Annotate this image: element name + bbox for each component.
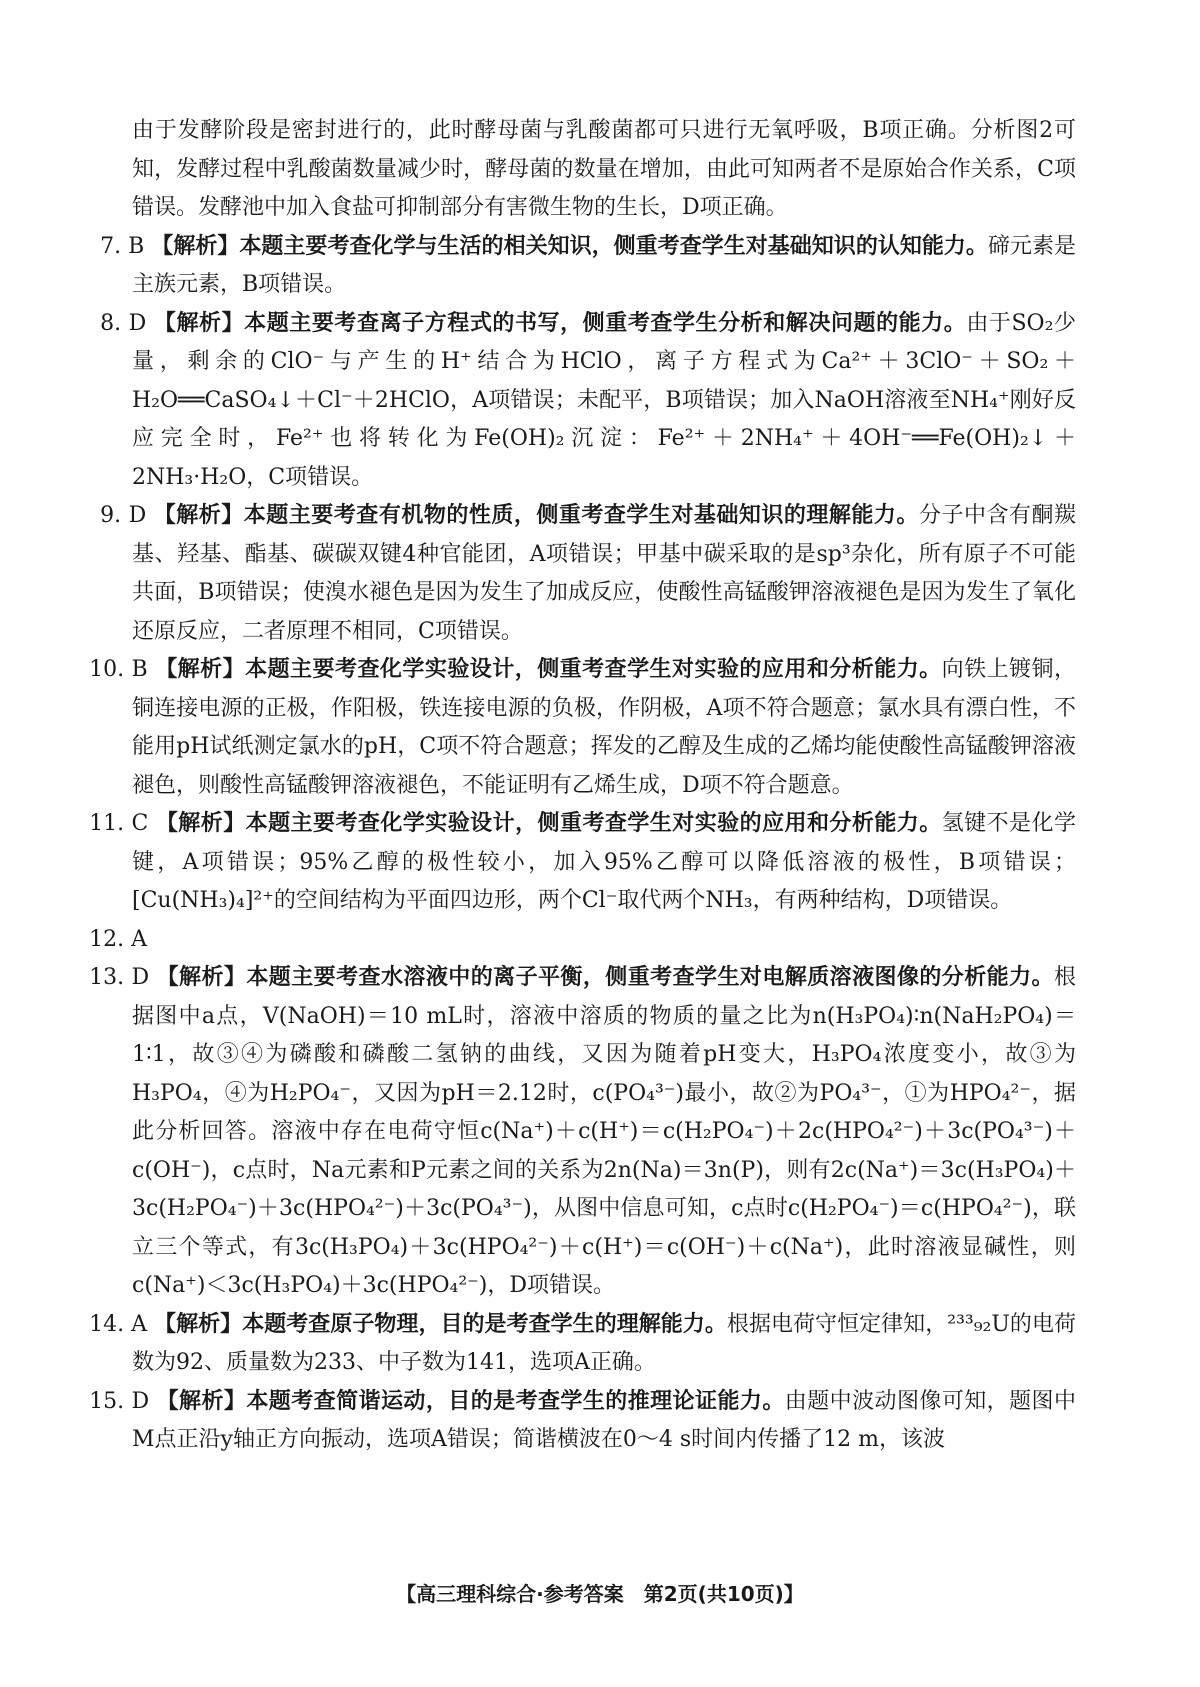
answer-number: 7. B (100, 233, 145, 259)
page-footer: 【高三理科综合·参考答案 第2页(共10页)】 (396, 1582, 804, 1606)
answer-item-7 (100, 228, 1076, 305)
analysis-tag: 【解析】 (154, 1311, 243, 1337)
analysis-lead: 本题主要考查化学实验设计，侧重考查学生对实验的应用和分析能力。 (245, 657, 942, 682)
answer-number: 8. D (100, 310, 147, 336)
analysis-lead: 本题主要考查水溶液中的离子平衡，侧重考查学生对电解质溶液图像的分析能力。 (246, 965, 1054, 990)
analysis-lead: 本题考查简谐运动，目的是考查学生的推理论证能力。 (246, 1388, 785, 1414)
answer-number: 10. B (89, 657, 148, 682)
analysis-body: 分子中含有酮羰基、羟基、酯基、碳碳双键4种官能团，A项错误；甲基中碳采取的是sp³杂化，所有原子不可能共面，B项错误；使溴水褪色是因为发生了加成反应，使酸性高锰酸钾溶液褪色是因为发生了氧化还原反应，二者原理不相同，C项错误。 (132, 503, 1076, 644)
analysis-tag: 【解析】 (153, 310, 245, 336)
analysis-tag: 【解析】 (156, 965, 247, 990)
analysis-tag: 【解析】 (156, 1388, 247, 1414)
answer-number: 12. A (89, 926, 147, 952)
answer-item-9 (100, 497, 1076, 651)
answer-number: 14. A (89, 1311, 148, 1337)
analysis-body: 向铁上镀铜，铜连接电源的正极，作阳极，铁连接电源的负极，作阴极，A项不符合题意；氯水具有漂白性，不能用pH试纸测定氯水的pH，C项不符合题意；挥发的乙醇及生成的乙烯均能使酸性高锰酸钾溶液褪色，则酸性高锰酸钾溶液褪色，不能证明有乙烯生成，D项不符合题意。 (132, 657, 1076, 798)
answer-item-12 (89, 921, 1076, 960)
answer-number: 11. C (89, 811, 149, 836)
analysis-body: 由于SO₂少量，剩余的ClO⁻与产生的H⁺结合为HClO，离子方程式为Ca²⁺＋3ClO⁻＋SO₂＋H₂O══CaSO₄↓＋Cl⁻＋2HClO，A项错误；未配平，B项错误；加入NaOH溶液至NH₄⁺刚好反应完全时，Fe²⁺也将转化为Fe(OH)₂沉淀：Fe²⁺＋2NH₄⁺＋4OH⁻══Fe(OH)₂↓＋2NH₃·H₂O，C项错误。 (132, 310, 1076, 490)
answer-number: 9. D (100, 503, 147, 528)
analysis-tag: 【解析】 (155, 657, 246, 682)
analysis-lead: 本题主要考查化学与生活的相关知识，侧重考查学生对基础知识的认知能力。 (239, 233, 988, 259)
analysis-tag: 【解析】 (153, 503, 244, 528)
answer-item-8 (100, 305, 1076, 498)
analysis-lead: 本题考查原子物理，目的是考查学生的理解能力。 (242, 1311, 727, 1337)
analysis-body: 根据电荷守恒定律知，²³³₉₂U的电荷数为92、质量数为233、中子数为141，选项A正确。 (132, 1311, 1076, 1375)
analysis-body: 碲元素是主族元素，B项错误。 (132, 233, 1076, 297)
analysis-tag: 【解析】 (155, 811, 246, 836)
answer-item-13 (89, 959, 1076, 1306)
analysis-lead: 本题主要考查离子方程式的书写，侧重考查学生分析和解决问题的能力。 (244, 310, 967, 336)
answer-item-10 (89, 651, 1076, 805)
analysis-lead: 本题主要考查有机物的性质，侧重考查学生对基础知识的理解能力。 (243, 503, 919, 528)
answer-content (89, 112, 1076, 1460)
answer-number: 13. D (89, 965, 150, 990)
intro-paragraph: 由于发酵阶段是密封进行的，此时酵母菌与乳酸菌都可只进行无氧呼吸，B项正确。分析图2可知，发酵过程中乳酸菌数量减少时，酵母菌的数量在增加，由此可知两者不是原始合作关系，C项错误。发酵池中加入食盐可抑制部分有害微生物的生长，D项正确。 (132, 118, 1076, 220)
analysis-lead: 本题主要考查化学实验设计，侧重考查学生对实验的应用和分析能力。 (245, 811, 942, 836)
analysis-body: 氢键不是化学键，A项错误；95%乙醇的极性较小，加入95%乙醇可以降低溶液的极性，B项错误；[Cu(NH₃)₄]²⁺的空间结构为平面四边形，两个Cl⁻取代两个NH₃，有两种结构，D项错误。 (132, 811, 1076, 913)
answer-item-11 (89, 805, 1076, 921)
answer-item-15 (89, 1383, 1076, 1460)
answer-number: 15. D (89, 1388, 150, 1414)
answer-item-14 (89, 1306, 1076, 1383)
analysis-body: 由题中波动图像可知，题图中M点正沿y轴正方向振动，选项A错误；简谐横波在0～4 s时间内传播了12 m，该波 (132, 1388, 1076, 1452)
analysis-body: 根据图中a点，V(NaOH)＝10 mL时，溶液中溶质的物质的量之比为n(H₃PO₄)∶n(NaH₂PO₄)＝1∶1，故③④为磷酸和磷酸二氢钠的曲线，又因为随着pH变大，H₃PO₄浓度变小，故③为H₃PO₄，④为H₂PO₄⁻，又因为pH＝2.12时，c(PO₄³⁻)最小，故②为PO₄³⁻，①为HPO₄²⁻，据此分析回答。溶液中存在电荷守恒c(Na⁺)＋c(H⁺)＝c(H₂PO₄⁻)＋2c(HPO₄²⁻)＋3c(PO₄³⁻)＋c(OH⁻)，c点时，Na元素和P元素之间的关系为2n(Na)＝3n(P)，则有2c(Na⁺)＝3c(H₃PO₄)＋3c(H₂PO₄⁻)＋3c(HPO₄²⁻)＋3c(PO₄³⁻)，从图中信息可知，c点时c(H₂PO₄⁻)＝c(HPO₄²⁻)，联立三个等式，有3c(H₃PO₄)＋3c(HPO₄²⁻)＋c(H⁺)＝c(OH⁻)＋c(Na⁺)，此时溶液显碱性，则c(Na⁺)＜3c(H₃PO₄)＋3c(HPO₄²⁻)，D项错误。 (132, 965, 1076, 1298)
analysis-tag: 【解析】 (151, 233, 240, 259)
